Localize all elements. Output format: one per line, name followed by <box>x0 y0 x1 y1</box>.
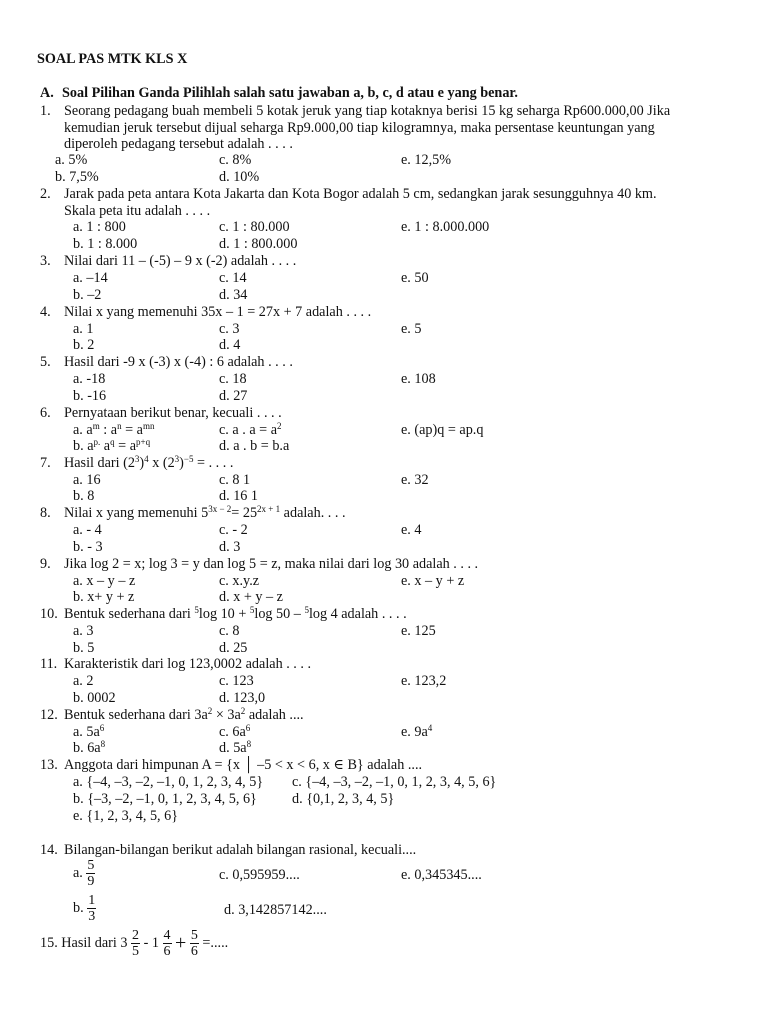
option-a <box>73 724 104 741</box>
option-text: b. 6a <box>73 740 101 756</box>
question-15 <box>40 928 228 959</box>
question-text: Pernyataan berikut benar, kecuali . . . . <box>64 405 282 421</box>
question-number: 2. <box>40 186 51 202</box>
fraction-numerator: 2 <box>132 928 140 943</box>
question-text-part: = . . . . <box>193 455 234 471</box>
fraction-denominator: 3 <box>88 909 96 924</box>
fraction-denominator: 5 <box>132 944 140 959</box>
option-c: c. 8 <box>219 623 240 639</box>
option-e: e. 12,5% <box>401 152 452 168</box>
option-c: c. - 2 <box>219 522 248 538</box>
question-number: 13. <box>40 757 58 773</box>
fraction-denominator: 6 <box>190 944 198 959</box>
option-c: c. 8 1 <box>219 472 251 488</box>
option-e: e. 50 <box>401 270 429 286</box>
option-text: d. 5a <box>219 740 247 756</box>
question-text: Anggota dari himpunan A = {x │ –5 < x < 6, x ∈ B} adalah .... <box>64 757 423 773</box>
superscript: p+q <box>136 437 151 447</box>
option-a <box>73 858 95 889</box>
option-a: a. 5% <box>55 152 88 168</box>
superscript: q <box>110 437 115 447</box>
option-b: b. 7,5% <box>55 169 99 185</box>
option-a: a. {–4, –3, –2, –1, 0, 1, 2, 3, 4, 5} <box>73 774 264 790</box>
superscript: 2 <box>207 706 213 716</box>
question-text: Nilai dari 11 – (-5) – 9 x (-2) adalah . . . . <box>64 253 297 269</box>
question-text <box>64 707 754 724</box>
question-text-part: ) <box>179 455 184 471</box>
question-text-part: = 25 <box>231 505 258 521</box>
superscript: 3 <box>134 454 140 464</box>
plus-sign: + <box>175 932 187 955</box>
question-number: 11. <box>40 656 58 672</box>
superscript: 2x + 1 <box>257 504 281 514</box>
question-text-part: Hasil dari (2 <box>64 455 135 471</box>
section-heading <box>40 85 518 102</box>
option-d: d. 27 <box>219 388 248 404</box>
question-text: Bilangan-bilangan berikut adalah bilangan rasional, kecuali.... <box>64 842 417 858</box>
question-number: 14. <box>40 842 58 858</box>
option-b: b. {–3, –2, –1, 0, 1, 2, 3, 4, 5, 6} <box>73 791 257 807</box>
option-b: b. 0002 <box>73 690 116 706</box>
superscript: 8 <box>100 739 106 749</box>
superscript: 5 <box>304 605 309 615</box>
superscript: 5 <box>194 605 199 615</box>
superscript: p. <box>93 437 101 447</box>
option-c: c. 1 : 80.000 <box>219 219 290 235</box>
option-d: d. 1 : 800.000 <box>219 236 298 252</box>
option-c <box>219 724 250 741</box>
option-a: a. - 4 <box>73 522 102 538</box>
option-b <box>73 893 96 924</box>
option-d: d. 10% <box>219 169 260 185</box>
question-text-part: Hasil dari 3 <box>61 935 128 952</box>
option-b: b. - 3 <box>73 539 103 555</box>
superscript: 6 <box>245 723 251 733</box>
fraction-denominator: 6 <box>163 944 171 959</box>
section-label: A. <box>40 85 54 101</box>
option-c: c. 18 <box>219 371 247 387</box>
question-text-line: kemudian jeruk tersebut dijual seharga Rp9.000,00 tiap kilogramnya, maka persentase keuntungan yang <box>64 119 655 136</box>
question-text-part: =..... <box>202 935 229 952</box>
question-number: 6. <box>40 405 51 421</box>
fraction <box>131 928 140 959</box>
superscript: 4 <box>144 454 149 464</box>
document-title: SOAL PAS MTK KLS X <box>37 51 188 67</box>
option-text: = a <box>114 438 137 454</box>
question-number: 4. <box>40 304 51 320</box>
option-a: a. –14 <box>73 270 108 286</box>
question-number: 7. <box>40 455 51 471</box>
option-c: c. 14 <box>219 270 247 286</box>
option-c: c. {–4, –3, –2, –1, 0, 1, 2, 3, 4, 5, 6} <box>292 774 497 790</box>
question-text-part: log 50 – <box>254 606 305 622</box>
option-b: b. 5 <box>73 640 95 656</box>
superscript: 2 <box>240 706 246 716</box>
fraction-numerator: 4 <box>163 928 171 943</box>
option-text: c. a . a = a <box>219 422 278 438</box>
question-text-line: diperoleh pedagang tersebut adalah . . . . <box>64 136 293 153</box>
option-d: d. 25 <box>219 640 248 656</box>
option-a: a. 1 <box>73 321 94 337</box>
option-c: c. 123 <box>219 673 254 689</box>
option-text: = a <box>121 422 143 438</box>
question-number: 10. <box>40 606 58 622</box>
fraction <box>190 928 199 959</box>
option-b: b. 2 <box>73 337 95 353</box>
question-text: Hasil dari -9 x (-3) x (-4) : 6 adalah . . . . <box>64 354 293 370</box>
question-text-part: Nilai x yang memenuhi 5 <box>64 505 209 521</box>
question-number: 15. <box>40 935 58 952</box>
question-text-part: adalah .... <box>245 707 304 723</box>
option-d: d. 16 1 <box>219 488 259 504</box>
question-text-line: Skala peta itu adalah . . . . <box>64 202 211 219</box>
question-number: 12. <box>40 707 58 723</box>
option-d <box>219 740 251 757</box>
question-text: Nilai x yang memenuhi 35x – 1 = 27x + 7 adalah . . . . <box>64 304 372 320</box>
option-e: e. 108 <box>401 371 436 387</box>
option-e: e. (ap)q = ap.q <box>401 422 484 438</box>
option-c: c. 8% <box>219 152 252 168</box>
option-text: e. 9a <box>401 724 428 740</box>
option-a: a. 2 <box>73 673 94 689</box>
option-b: b. x+ y + z <box>73 589 135 605</box>
option-c: c. x.y.z <box>219 573 260 589</box>
option-d: d. 4 <box>219 337 241 353</box>
option-b <box>73 740 105 757</box>
question-text <box>64 103 754 153</box>
question-text-line: Jarak pada peta antara Kota Jakarta dan Kota Bogor adalah 5 cm, sedangkan jarak sesungguhnya 40 km. <box>64 186 657 202</box>
option-e: e. 0,345345.... <box>401 867 482 883</box>
question-number: 5. <box>40 354 51 370</box>
question-text <box>64 186 754 219</box>
option-text: a <box>100 438 111 454</box>
option-b: b. 1 : 8.000 <box>73 236 138 252</box>
superscript: 3x − 2 <box>208 504 232 514</box>
question-text-part: Bentuk sederhana dari 3a <box>64 707 208 723</box>
question-text <box>64 606 754 623</box>
option-c <box>219 422 282 439</box>
option-b: b. 8 <box>73 488 95 504</box>
option-e <box>401 724 432 741</box>
question-text-part: × 3a <box>212 707 241 723</box>
option-d: d. 123,0 <box>219 690 266 706</box>
option-e: e. x – y + z <box>401 573 465 589</box>
option-label: b. <box>73 900 84 917</box>
section-text: Soal Pilihan Ganda Pilihlah salah satu jawaban a, b, c, d atau e yang benar. <box>62 85 518 101</box>
question-number: 8. <box>40 505 51 521</box>
fraction <box>87 893 96 924</box>
question-text: Karakteristik dari log 123,0002 adalah . . . . <box>64 656 312 672</box>
question-text-part: ) <box>139 455 145 471</box>
fraction-numerator: 1 <box>88 893 96 908</box>
option-d: d. 34 <box>219 287 248 303</box>
option-b: b. -16 <box>73 388 107 404</box>
option-e: e. {1, 2, 3, 4, 5, 6} <box>73 808 179 824</box>
option-d: d. 3 <box>219 539 241 555</box>
fraction-denominator: 9 <box>87 874 95 889</box>
question-text-part: log 10 + <box>198 606 250 622</box>
superscript: 8 <box>246 739 252 749</box>
option-label: a. <box>73 865 83 882</box>
option-a: a. -18 <box>73 371 106 387</box>
option-d: d. 3,142857142.... <box>224 902 327 918</box>
question-number: 1. <box>40 103 51 119</box>
superscript: n <box>117 421 122 431</box>
question-text <box>64 505 754 522</box>
option-d: d. {0,1, 2, 3, 4, 5} <box>292 791 395 807</box>
option-e: e. 5 <box>401 321 422 337</box>
question-text-part: x (2 <box>148 455 175 471</box>
question-number: 3. <box>40 253 51 269</box>
question-text-part: adalah. . . . <box>280 505 346 521</box>
superscript: 6 <box>99 723 105 733</box>
fraction-numerator: 5 <box>87 858 95 873</box>
fraction-numerator: 5 <box>190 928 198 943</box>
option-c: c. 3 <box>219 321 240 337</box>
superscript: 2 <box>277 421 282 431</box>
question-text-part: - 1 <box>143 935 159 952</box>
superscript: −5 <box>183 454 194 464</box>
option-b <box>73 438 150 455</box>
fraction <box>163 928 172 959</box>
option-text: a. a <box>73 422 93 438</box>
superscript: 5 <box>249 605 255 615</box>
option-b: b. –2 <box>73 287 102 303</box>
option-e: e. 32 <box>401 472 429 488</box>
option-e: e. 4 <box>401 522 422 538</box>
question-text-line: Seorang pedagang buah membeli 5 kotak jeruk yang tiap kotaknya berisi 15 kg seharga Rp600.000,00 Jika <box>64 103 671 119</box>
superscript: mn <box>142 421 155 431</box>
option-e: e. 125 <box>401 623 436 639</box>
question-text-part: Bentuk sederhana dari <box>64 606 195 622</box>
option-text: a. 5a <box>73 724 100 740</box>
option-d: d. a . b = b.a <box>219 438 290 454</box>
superscript: 4 <box>427 723 433 733</box>
question-text <box>64 455 754 472</box>
option-a: a. 1 : 800 <box>73 219 126 235</box>
option-d: d. x + y – z <box>219 589 283 605</box>
superscript: m <box>92 421 100 431</box>
question-number: 9. <box>40 556 51 572</box>
option-c: c. 0,595959.... <box>219 867 300 883</box>
option-text: b. a <box>73 438 94 454</box>
option-a: a. 16 <box>73 472 101 488</box>
option-e: e. 123,2 <box>401 673 447 689</box>
option-a: a. x – y – z <box>73 573 136 589</box>
fraction <box>86 858 95 889</box>
question-text-part: log 4 adalah . . . . <box>308 606 407 622</box>
question-text: Jika log 2 = x; log 3 = y dan log 5 = z, maka nilai dari log 30 adalah . . . . <box>64 556 479 572</box>
superscript: 3 <box>174 454 180 464</box>
option-e: e. 1 : 8.000.000 <box>401 219 490 235</box>
option-a: a. 3 <box>73 623 94 639</box>
option-text: : a <box>99 422 118 438</box>
option-text: c. 6a <box>219 724 246 740</box>
